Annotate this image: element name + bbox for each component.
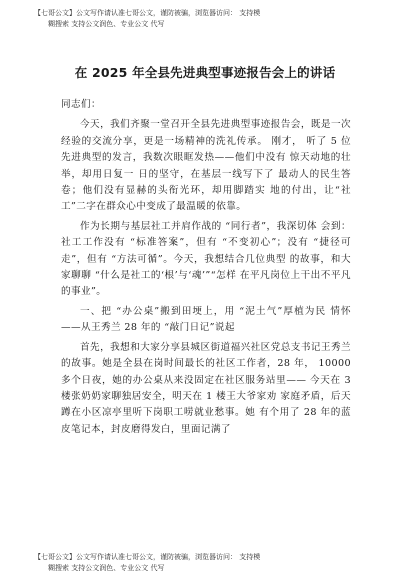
- paragraph: 首先，我想和大家分享县城区街道福兴社区党总支书记王秀兰的故事。她是全县在岗时间最长的社区工作者，28 年， 10000 多个日夜，她的办公桌从来没固定在社区服务站里—— 今天在 3 楼张奶奶家聊独居安全，明天在 1 楼王大爷家劝 家庭矛盾，后天蹲在小区凉亭里听下岗职工唠就业愁事。她 有个用了 28 年的蓝皮笔记本，封皮磨得发白，里面记满了: [61, 341, 351, 435]
- paragraph: 今天，我们齐聚一堂召开全县先进典型事迹报告会，既是一次经验的交流分享，更是一场精神的洗礼传承。 刚才， 听了 5 位先进典型的发言，我数次眼眶发热——他们中没有 惊天动地的壮举，却用日复一 日的坚守，在基层一线写下了 最动人的民生答卷；他们没有显赫的头衔光环，却用脚踏实 地的付出，让“社工”二字在群众心中变成了最温暖的依靠。: [61, 119, 351, 213]
- header-line-1: 【七哥公文】公文写作请认准七哥公文，谨防被骗，浏览器访问： 支持模: [34, 9, 261, 17]
- footer-line-2: 糊搜索 支持公文润色、专业公文 代写: [48, 564, 165, 572]
- page-header: [34, 8, 394, 30]
- section-heading: 一、把 “办公桌”搬到田埂上，用 “泥土气”厚植为民 情怀——从王秀兰 28 年的 “敲门日记”说起: [61, 305, 351, 334]
- document-title: 在 2025 年全县先进典型事迹报告会上的讲话: [74, 65, 336, 80]
- page-footer: [34, 552, 394, 574]
- document-body: [61, 97, 351, 441]
- salutation: 同志们：: [61, 99, 101, 110]
- footer-line-1: 【七哥公文】公文写作请认准七哥公文，谨防被骗，浏览器访问： 支持模: [34, 553, 261, 561]
- paragraph: 作为长期与基层社工并肩作战的 “同行者”，我深切体 会到：社工工作没有 “标准答案”，但有 “不变初心”；没有 “捷径可走”，但有 “方法可循”。今天，我想结合几位典型 的故事，和大家聊聊 “什么是社工的‘根’与‘魂’”“怎样 在平凡岗位上干出不平凡的事业”。: [61, 220, 351, 298]
- header-line-2: 糊搜索 支持公文润色、专业公文 代写: [48, 20, 165, 28]
